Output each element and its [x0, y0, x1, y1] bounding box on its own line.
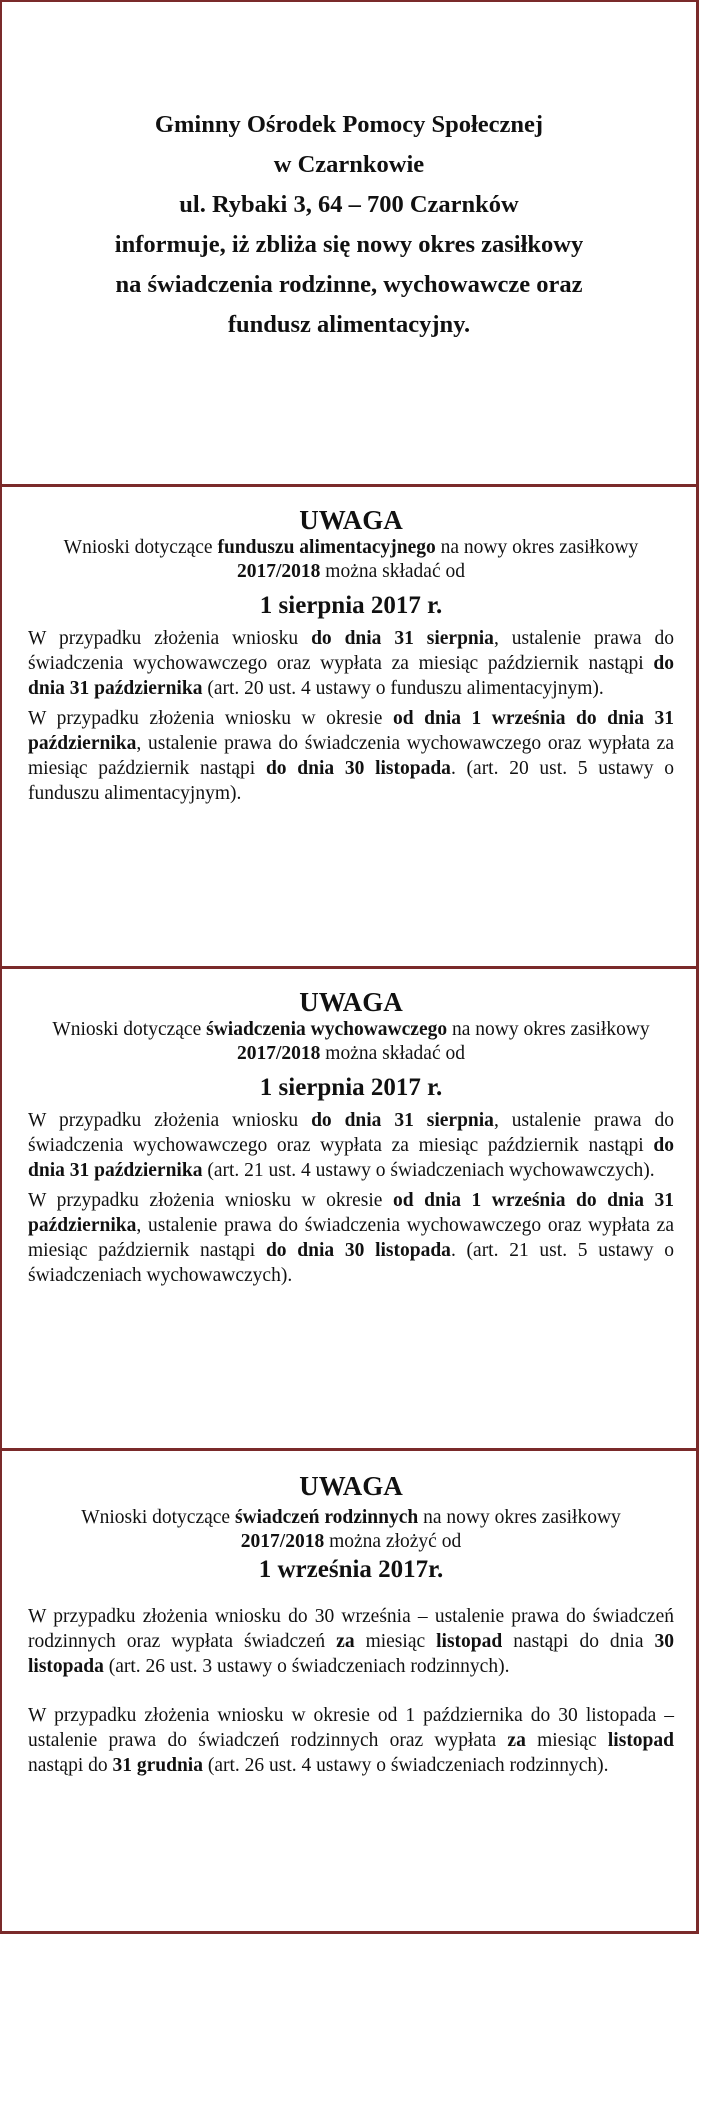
header-line-4: informuje, iż zbliża się nowy okres zasiłkowy	[114, 231, 584, 258]
section-family	[28, 1470, 674, 1778]
header-frame	[0, 0, 699, 487]
section-alimony-date: 1 sierpnia 2017 r.	[259, 592, 443, 619]
section-alimony-paragraph-1: W przypadku złożenia wniosku do dnia 31 sierpnia, ustalenie prawa do świadczenia wychowawczego oraz wypłata za miesiąc październik nastąpi do dnia 31 października (art. 20 ust. 4 ustawy o funduszu alimentacyjnym).	[28, 628, 674, 699]
section-alimony-title: UWAGA	[299, 505, 403, 535]
section-upbringing	[28, 986, 674, 1288]
section-family-title: UWAGA	[299, 1471, 403, 1501]
section-alimony-lead: Wnioski dotyczące funduszu alimentacyjnego na nowy okres zasiłkowy 2017/2018 można składać od	[63, 537, 639, 582]
section-upbringing-title: UWAGA	[299, 987, 403, 1017]
section-upbringing-paragraph-1: W przypadku złożenia wniosku do dnia 31 sierpnia, ustalenie prawa do świadczenia wychowawczego oraz wypłata za miesiąc październik nastąpi do dnia 31 października (art. 21 ust. 4 ustawy o świadczeniach wychowawczych).	[28, 1110, 674, 1181]
section-alimony	[28, 504, 674, 806]
section-family-paragraph-1: W przypadku złożenia wniosku do 30 września – ustalenie prawa do świadczeń rodzinnych oraz wypłata świadczeń za miesiąc listopad nastąpi do dnia 30 listopada (art. 26 ust. 3 ustawy o świadczeniach rodzinnych).	[28, 1606, 674, 1677]
section-alimony-frame	[0, 484, 699, 969]
section-family-lead: Wnioski dotyczące świadczeń rodzinnych na nowy okres zasiłkowy 2017/2018 można złożyć od	[81, 1507, 621, 1552]
header-line-5: na świadczenia rodzinne, wychowawcze oraz	[115, 271, 583, 298]
section-alimony-paragraph-2: W przypadku złożenia wniosku w okresie od dnia 1 września do dnia 31 października, ustalenie prawa do świadczenia wychowawczego oraz wypłata za miesiąc październik nastąpi do dnia 30 listopada. (art. 20 ust. 5 ustawy o funduszu alimentacyjnym).	[28, 708, 674, 804]
section-upbringing-lead: Wnioski dotyczące świadczenia wychowawczego na nowy okres zasiłkowy 2017/2018 można składać od	[52, 1019, 650, 1064]
header-line-2: w Czarnkowie	[273, 151, 425, 178]
header-line-1: Gminny Ośrodek Pomocy Społecznej	[154, 111, 544, 138]
header-block	[2, 105, 696, 345]
section-family-paragraph-2: W przypadku złożenia wniosku w okresie od 1 października do 30 listopada – ustalenie prawa do świadczeń rodzinnych oraz wypłata za miesiąc listopad nastąpi do 31 grudnia (art. 26 ust. 4 ustawy o świadczeniach rodzinnych).	[28, 1705, 674, 1776]
section-upbringing-paragraph-2: W przypadku złożenia wniosku w okresie od dnia 1 września do dnia 31 października, ustalenie prawa do świadczenia wychowawczego oraz wypłata za miesiąc październik nastąpi do dnia 30 listopada. (art. 21 ust. 5 ustawy o świadczeniach wychowawczych).	[28, 1190, 674, 1286]
section-family-frame	[0, 1448, 699, 1934]
section-family-date: 1 września 2017r.	[258, 1556, 444, 1583]
section-upbringing-date: 1 sierpnia 2017 r.	[259, 1074, 443, 1101]
header-line-3: ul. Rybaki 3, 64 – 700 Czarnków	[179, 191, 519, 218]
section-upbringing-frame	[0, 966, 699, 1451]
header-line-6: fundusz alimentacyjny.	[227, 311, 471, 338]
